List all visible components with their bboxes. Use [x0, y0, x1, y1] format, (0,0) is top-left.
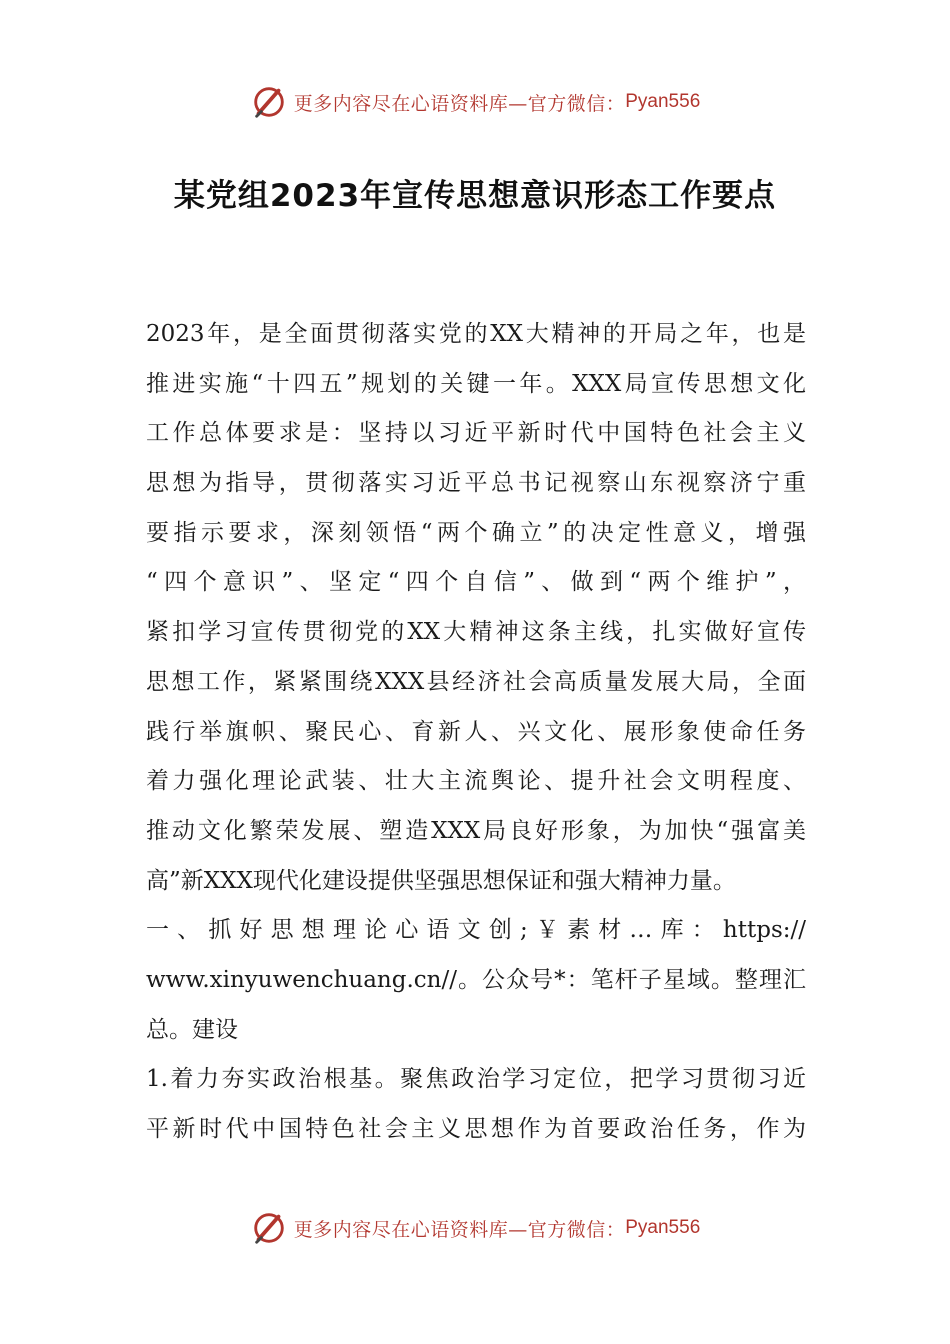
header-banner	[0, 82, 950, 122]
pen-logo-icon	[250, 1209, 288, 1247]
body-line: 工作总体要求是：坚持以习近平新时代中国特色社会主义	[146, 420, 806, 447]
body-line: 高”新XXX现代化建设提供坚强思想保证和强大精神力量。	[146, 867, 736, 894]
body-line-url: www.xinyuwenchuang.cn//。公众号*：笔杆子星域。整理汇	[146, 966, 806, 993]
body-line: 思想为指导，贯彻落实习近平总书记视察山东视察济宁重	[146, 470, 806, 497]
body-line: 平新时代中国特色社会主义思想作为首要政治任务，作为	[146, 1116, 806, 1142]
document-title: 某党组2023年宣传思想意识形态工作要点	[173, 178, 777, 214]
body-line: 紧扣学习宣传贯彻党的XX大精神这条主线，扎实做好宣传	[146, 619, 806, 646]
body-line: 2023年，是全面贯彻落实党的XX大精神的开局之年，也是	[146, 321, 806, 347]
body-line: 践行举旗帜、聚民心、育新人、兴文化、展形象使命任务	[146, 718, 806, 745]
body-line: “四个意识”、坚定“四个自信”、做到“两个维护”，	[146, 569, 806, 596]
banner-text: 更多内容尽在心语资料库—官方微信：	[293, 92, 626, 115]
banner-wechat-id: Pyan556	[625, 1217, 701, 1238]
body-line: 推进实施“十四五”规划的关键一年。XXX局宣传思想文化	[146, 370, 806, 397]
banner-text: 更多内容尽在心语资料库—官方微信：	[293, 1218, 626, 1241]
subsection-line: 1.着力夯实政治根基。聚焦政治学习定位，把学习贯彻习近	[146, 1066, 806, 1093]
banner-wechat-id: Pyan556	[625, 91, 701, 112]
body-line: 总。建设	[146, 1016, 238, 1043]
footer-banner	[0, 1208, 950, 1248]
document-body	[146, 310, 806, 1155]
body-line: 思想工作，紧紧围绕XXX县经济社会高质量发展大局，全面	[146, 668, 806, 695]
section-heading-line: 一、抓好思想理论心语文创;￥素材…库：https://	[146, 917, 806, 944]
body-line: 着力强化理论武装、壮大主流舆论、提升社会文明程度、	[146, 768, 806, 795]
body-line: 推动文化繁荣发展、塑造XXX局良好形象，为加快“强富美	[146, 817, 806, 844]
pen-logo-icon	[250, 83, 288, 121]
body-line: 要指示要求，深刻领悟“两个确立”的决定性意义，增强	[146, 519, 806, 546]
